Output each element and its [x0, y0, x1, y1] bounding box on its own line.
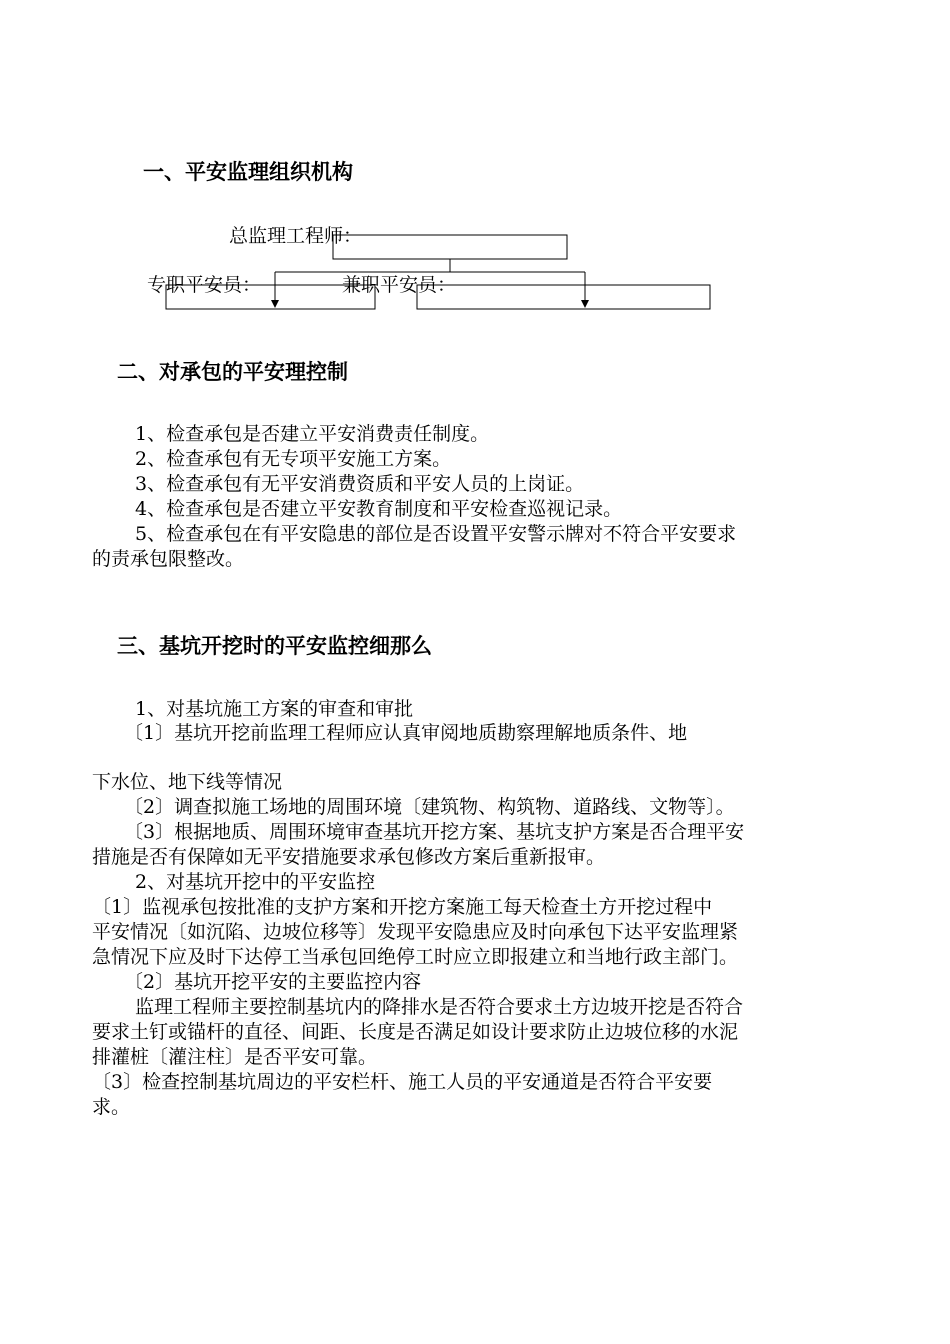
- list-item: 3、检查承包有无平安消费资质和平安人员的上岗证。: [135, 473, 585, 495]
- text-line: 急情况下应及时下达停工当承包回绝停工时应立即报建立和当地行政主部门。: [92, 946, 739, 968]
- arrow-left: [271, 300, 279, 308]
- text-line: 2、对基坑开挖中的平安监控: [135, 871, 376, 893]
- list-item: 5、检查承包在有平安隐患的部位是否设置平安警示牌对不符合平安要求: [135, 523, 737, 545]
- text-line: 〔2〕基坑开挖平安的主要监控内容: [124, 971, 422, 993]
- list-item: 2、检查承包有无专项平安施工方案。: [135, 448, 452, 470]
- text-line: 平安情况〔如沉陷、边坡位移等〕发现平安隐患应及时向承包下达平安监理紧: [92, 921, 739, 943]
- text-line: 〔3〕根据地质、周围环境审查基坑开挖方案、基坑支护方案是否合理平安: [124, 821, 745, 843]
- section-heading-2: 二、对承包的平安理控制: [117, 360, 348, 384]
- list-item: 1、检查承包是否建立平安消费责任制度。: [135, 423, 490, 445]
- parttime-label: 兼职平安员：: [342, 274, 457, 296]
- fulltime-label: 专职平安员：: [147, 274, 262, 296]
- text-line: 〔3〕检查控制基坑周边的平安栏杆、施工人员的平安通道是否符合平安要: [92, 1071, 713, 1093]
- text-line: 监理工程师主要控制基坑内的降排水是否符合要求土方边坡开挖是否符合: [135, 996, 744, 1018]
- chief-label: 总监理工程师：: [229, 225, 363, 247]
- chief-box: [333, 235, 567, 259]
- list-item: 4、检查承包是否建立平安教育制度和平安检查巡视记录。: [135, 498, 623, 520]
- text-line: 要求土钉或锚杆的直径、间距、长度是否满足如设计要求防止边坡位移的水泥: [92, 1021, 739, 1043]
- text-line: 〔2〕调查拟施工场地的周围环境〔建筑物、构筑物、道路线、文物等〕。: [124, 796, 735, 818]
- list-item-continuation: 的责承包限整改。: [92, 548, 245, 570]
- parttime-box: [417, 285, 710, 309]
- text-line: 排灌桩〔灌注柱〕是否平安可靠。: [92, 1046, 378, 1068]
- text-line: 措施是否有保障如无平安措施要求承包修改方案后重新报审。: [92, 846, 606, 868]
- arrow-right: [581, 300, 589, 308]
- text-line: 〔1〕基坑开挖前监理工程师应认真审阅地质勘察理解地质条件、地: [124, 722, 688, 744]
- section-heading-3: 三、基坑开挖时的平安监控细那么: [117, 634, 432, 658]
- text-line: 〔1〕监视承包按批准的支护方案和开挖方案施工每天检查土方开挖过程中: [92, 896, 713, 918]
- text-line: 下水位、地下线等情况: [92, 771, 283, 793]
- text-line: 求。: [92, 1096, 131, 1118]
- section-heading-1: 一、平安监理组织机构: [143, 160, 353, 184]
- text-line: 1、对基坑施工方案的审查和审批: [135, 698, 414, 720]
